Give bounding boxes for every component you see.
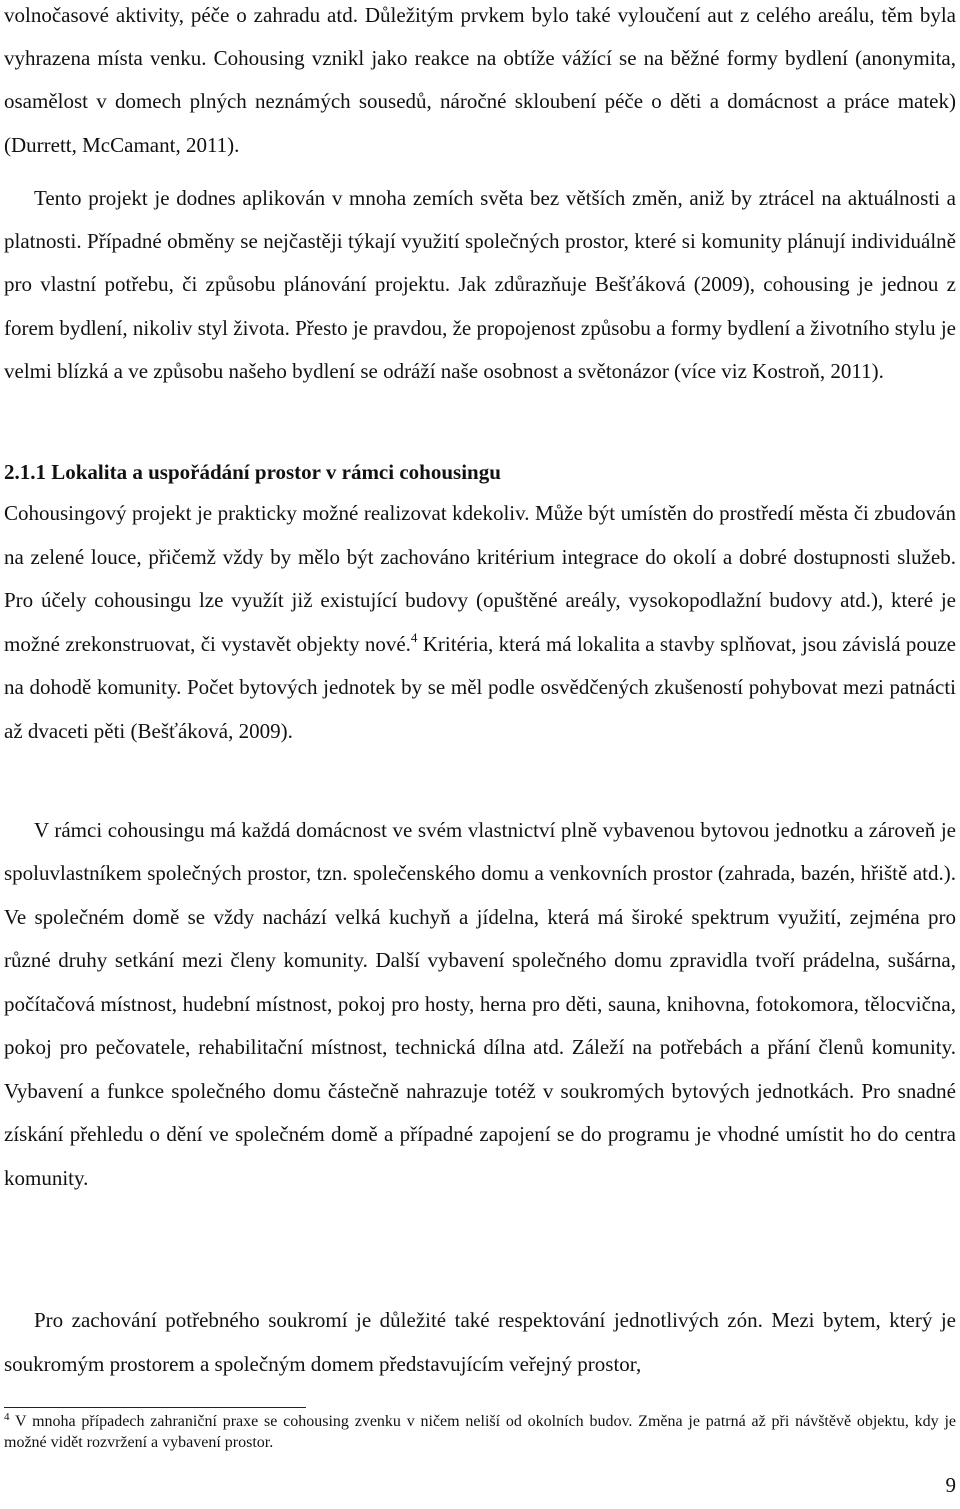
footnote-reference[interactable]: 4: [410, 629, 418, 645]
paragraph-lokalita: [4, 492, 956, 753]
paragraph-v-ramci: V rámci cohousingu má každá domácnost ve svém vlastnictví plně vybavenou bytovou jednotku a zároveň je spoluvlastníkem společných prostor, tzn. společenského domu a venkovních prostor (zahrada, bazén, hřiště atd.). Ve společném domě se vždy nachází velká kuchyň a jídelna, která má široké spektrum využití, zejména pro různé druhy setkání mezi členy komunity. Další vybavení společného domu zpravidla tvoří prádelna, sušárna, počítačová místnost, hudební místnost, pokoj pro hosty, herna pro děti, sauna, knihovna, fotokomora, tělocvična, pokoj pro pečovatele, rehabilitační místnost, technická dílna atd. Záleží na potřebách a přání členů komunity. Vybavení a funkce společného domu částečně nahrazuje totéž v soukromých bytových jednotkách. Pro snadné získání přehledu o dění ve společném domě a případné zapojení se do programu je vhodné umístit ho do centra komunity.: [4, 818, 956, 1190]
footnote: [4, 1411, 956, 1453]
paragraph-tento-projekt: Tento projekt je dodnes aplikován v mnoha zemích světa bez větších změn, aniž by ztrácel na aktuálnosti a platnosti. Případné obměny se nejčastěji týkají využití společných prostor, které si komunity plánují individuálně pro vlastní potřebu, či způsobu plánování projektu. Jak zdůrazňuje Bešťáková (2009), cohousing je jednou z forem bydlení, nikoliv styl života. Přesto je pravdou, že propojenost způsobu a formy bydlení a životního stylu je velmi blízká a ve způsobu našeho bydlení se odráží naše osobnost a světonázor (více viz Kostroň, 2011).: [4, 186, 956, 383]
section-heading: 2.1.1 Lokalita a uspořádání prostor v rámci cohousingu: [4, 460, 501, 484]
footnote-text: V mnoha případech zahraniční praxe se cohousing zvenku v ničem neliší od okolních budov. Změna je patrná až při návštěvě objektu, kdy je možné vidět rozvržení a vybavení prostor.: [4, 1413, 956, 1451]
footnote-separator: [4, 1407, 306, 1408]
footnote-number: 4: [4, 1411, 10, 1423]
paragraph-pro-zachovani: Pro zachování potřebného soukromí je důležité také respektování jednotlivých zón. Mezi bytem, který je soukromým prostorem a společným domem představujícím veřejný prostor,: [4, 1308, 956, 1376]
paragraph-intro-continued: volnočasové aktivity, péče o zahradu atd. Důležitým prvkem bylo také vyloučení aut z celého areálu, těm byla vyhrazena místa venku. Cohousing vznikl jako reakce na obtíže vážící se na běžné formy bydlení (anonymita, osamělost v domech plných neznámých sousedů, náročné skloubení péče o děti a domácnost a práce matek) (Durrett, McCamant, 2011).: [4, 3, 956, 157]
paragraph-lokalita-part-b: Kritéria, která má lokalita a stavby splňovat, jsou závislá pouze na dohodě komunity. Počet bytových jednotek by se měl podle osvědčených zkušeností pohybovat mezi patnácti až dvaceti pěti (Bešťáková, 2009).: [4, 631, 956, 743]
paragraph-lokalita-part-a: Cohousingový projekt je prakticky možné realizovat kdekoliv. Může být umístěn do prostředí města či zbudován na zelené louce, přičemž vždy by mělo být zachováno kritérium integrace do okolí a dobré dostupnosti služeb. Pro účely cohousingu lze využít již existující budovy (opuštěné areály, vysokopodlažní budovy atd.), které je možné zrekonstruovat, či vystavět objekty nové.: [4, 501, 956, 656]
page-number: 9: [945, 1473, 956, 1497]
